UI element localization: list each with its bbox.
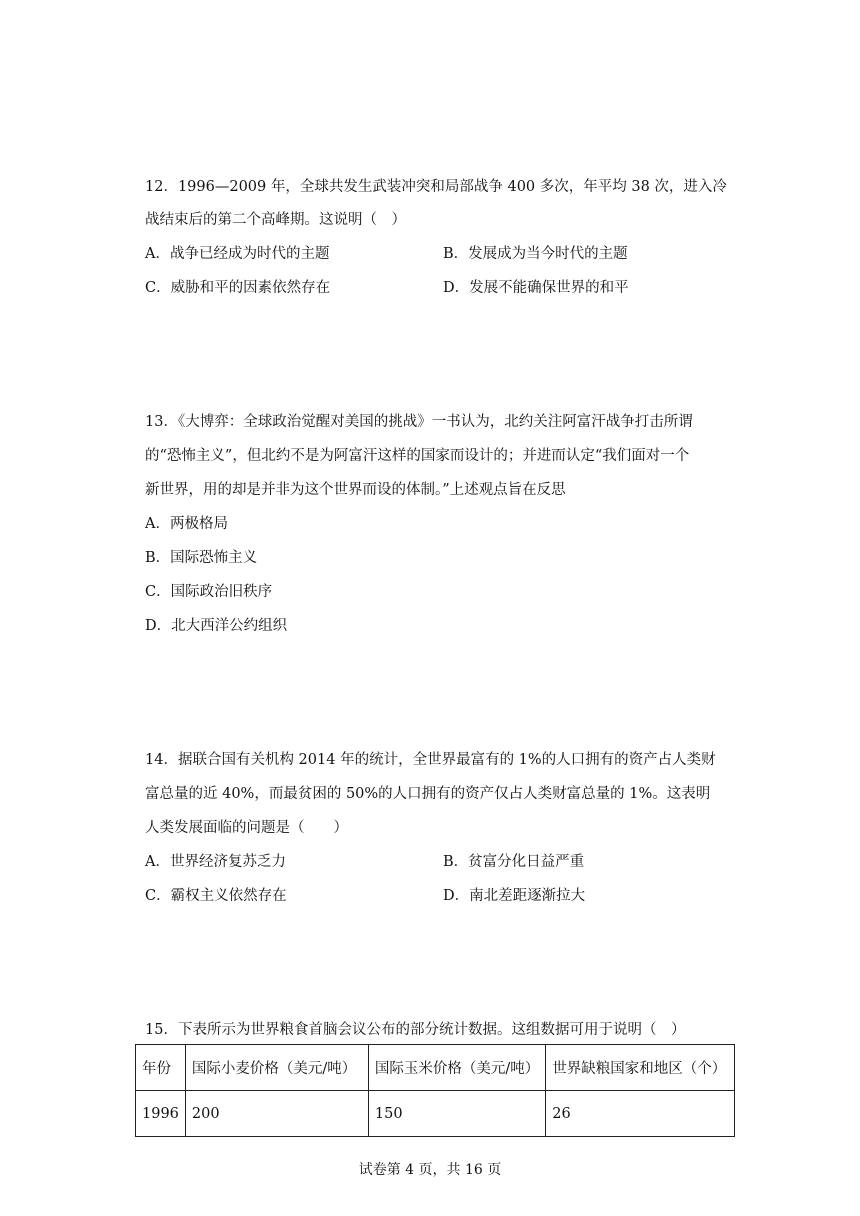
table-header-cell: 年份 <box>136 1045 186 1091</box>
question-14-option-c[interactable]: C．霸权主义依然存在 <box>145 888 287 904</box>
question-12-option-b[interactable]: B．发展成为当今时代的主题 <box>443 246 628 262</box>
question-13-option-b[interactable]: B．国际恐怖主义 <box>145 550 258 566</box>
question-13-stem-line-2: 的“恐怖主义”，但北约不是为阿富汗这样的国家而设计的；并进而认定“我们面对一个 <box>145 448 690 464</box>
question-12-stem-line-2: 战结束后的第二个高峰期。这说明（ ） <box>145 212 406 228</box>
question-13-option-c[interactable]: C．国际政治旧秩序 <box>145 584 273 600</box>
question-13-stem-line-3: 新世界，用的却是并非为这个世界而设的体制。”上述观点旨在反思 <box>145 482 566 498</box>
question-13-option-d[interactable]: D．北大西洋公约组织 <box>145 618 288 634</box>
question-14-option-d[interactable]: D．南北差距逐渐拉大 <box>443 888 586 904</box>
page-footer: 试卷第 4 页，共 16 页 <box>358 1162 502 1178</box>
question-15-stem-line-1: 15．下表所示为世界粮食首脑会议公布的部分统计数据。这组数据可用于说明（ ） <box>145 1022 686 1038</box>
table-header-cell: 国际玉米价格（美元/吨） <box>368 1045 545 1091</box>
table-row <box>136 1091 735 1137</box>
question-12-stem-line-1: 12．1996—2009 年，全球共发生武装冲突和局部战争 400 多次，年平均 38 次，进入冷 <box>145 179 727 195</box>
table-header-row <box>136 1045 735 1091</box>
table-cell: 1996 <box>136 1091 186 1137</box>
question-14-stem-line-3: 人类发展面临的问题是（ ） <box>145 820 348 836</box>
question-14-option-a[interactable]: A．世界经济复苏乏力 <box>145 854 286 870</box>
table-cell: 26 <box>546 1091 735 1137</box>
question-14-stem-line-2: 富总量的近 40%，而最贫困的 50%的人口拥有的资产仅占人类财富总量的 1%。这表明 <box>145 786 711 802</box>
table-cell: 200 <box>185 1091 368 1137</box>
question-12-option-a[interactable]: A．战争已经成为时代的主题 <box>145 246 330 262</box>
question-13-stem-line-1: 13．《大博弈：全球政治觉醒对美国的挑战》一书认为，北约关注阿富汗战争打击所谓 <box>145 414 693 430</box>
question-12-option-c[interactable]: C．威胁和平的因素依然存在 <box>145 280 331 296</box>
question-12-option-d[interactable]: D．发展不能确保世界的和平 <box>443 280 629 296</box>
table-header-cell: 世界缺粮国家和地区（个） <box>546 1045 735 1091</box>
question-14-option-b[interactable]: B．贫富分化日益严重 <box>443 854 585 870</box>
question-14-stem-line-1: 14．据联合国有关机构 2014 年的统计，全世界最富有的 1%的人口拥有的资产占人类财 <box>145 752 716 768</box>
table-header-cell: 国际小麦价格（美元/吨） <box>185 1045 368 1091</box>
statistics-table <box>135 1044 735 1137</box>
question-13-option-a[interactable]: A．两极格局 <box>145 516 228 532</box>
table-cell: 150 <box>368 1091 545 1137</box>
